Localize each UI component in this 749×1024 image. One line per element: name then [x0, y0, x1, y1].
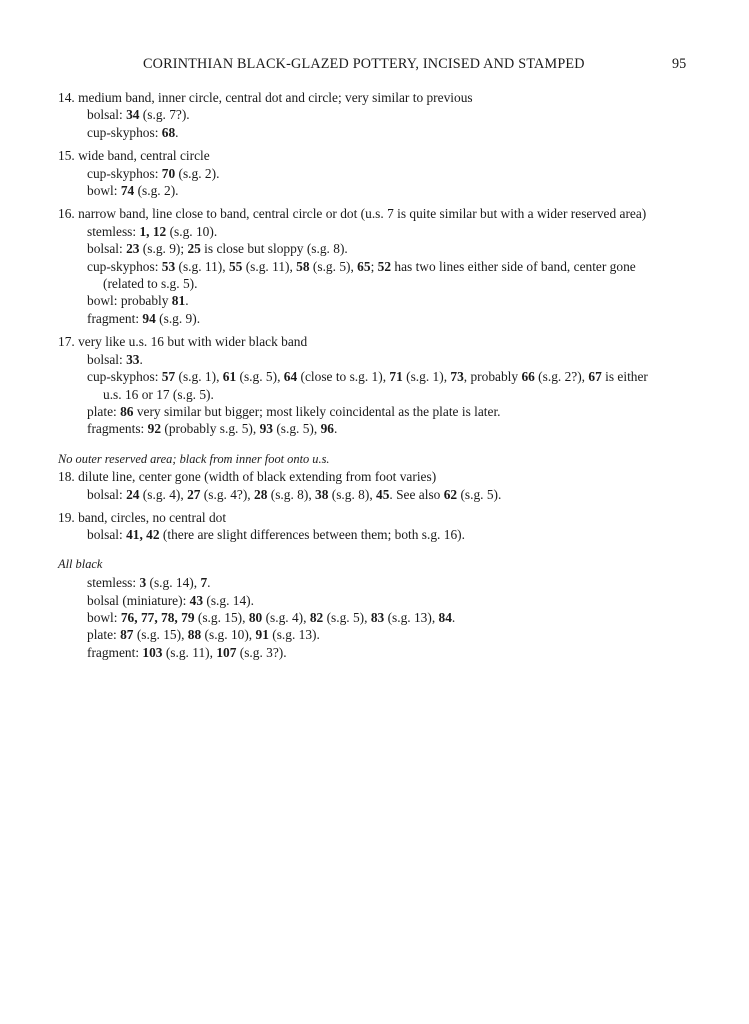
text-run: . — [175, 124, 179, 140]
shape-line-fragment — [58, 310, 698, 327]
text-run: (s.g. 8), — [267, 486, 316, 502]
shape-line-plate — [58, 403, 698, 420]
shape-line-stemless — [58, 574, 698, 591]
text-run: (s.g. 8), — [328, 486, 377, 502]
entry-heading: 16. narrow band, line close to band, central circle or dot (u.s. 7 is quite similar but with a wider reserved area) — [58, 206, 647, 222]
text-run: (s.g. 10). — [166, 223, 218, 239]
entry-heading: 15. wide band, central circle — [58, 148, 210, 164]
text-run: bolsal: — [87, 527, 127, 543]
text-run: . — [451, 609, 456, 625]
catalog-number: 84 — [438, 609, 452, 625]
text-run: bolsal (miniature): — [87, 592, 190, 608]
catalog-number: 41, 42 — [126, 527, 160, 543]
shape-line-bowl — [58, 182, 698, 199]
catalog-number: 86 — [120, 403, 134, 419]
catalog-number: 74 — [120, 183, 135, 199]
text-run: fragment: — [87, 310, 143, 326]
shape-line-continuation: (related to s.g. 5). — [103, 276, 198, 292]
text-run: . See also — [389, 486, 444, 502]
page-number: 95 — [672, 56, 687, 72]
text-run: (s.g. 4), — [139, 486, 188, 502]
running-head-title: CORINTHIAN BLACK-GLAZED POTTERY, INCISED AND STAMPED — [143, 56, 585, 72]
text-run: (s.g. 9). — [155, 310, 201, 326]
text-run: bowl: — [87, 183, 121, 199]
shape-line-fragments — [58, 420, 698, 437]
text-run: (s.g. 2). — [134, 183, 179, 199]
text-run: (s.g. 10), — [201, 627, 256, 643]
shape-line-bolsal — [58, 351, 698, 368]
text-run: fragments: — [87, 421, 148, 437]
text-run: (there are slight differences between them; both s.g. 16). — [159, 527, 465, 543]
shape-line-bolsal — [58, 240, 698, 257]
text-run: plate: — [87, 627, 121, 643]
catalog-number: 28 — [254, 486, 268, 502]
catalog-number: 83 — [370, 609, 385, 625]
catalog-number: 38 — [315, 486, 329, 502]
text-run: (s.g. 5), — [272, 421, 321, 437]
text-run: bolsal: — [87, 486, 127, 502]
entry-17 — [58, 333, 698, 437]
shape-line-bolsal — [58, 526, 698, 543]
text-run: (s.g. 2?), — [534, 369, 589, 385]
catalog-number: 58 — [296, 258, 310, 274]
entry-heading: 14. medium band, inner circle, central dot and circle; very similar to previous — [58, 90, 473, 105]
section-heading-no-outer-reserved: No outer reserved area; black from inner foot onto u.s. — [58, 451, 330, 466]
shape-line-cup-skyphos-block — [58, 368, 698, 403]
text-run: . — [185, 293, 189, 309]
shape-line-continuation: u.s. 16 or 17 (s.g. 5). — [103, 386, 214, 402]
text-run: (s.g. 11), — [242, 258, 297, 274]
text-run: (s.g. 5), — [236, 369, 284, 385]
catalog-number: 93 — [259, 421, 273, 437]
text-run: stemless: — [87, 575, 140, 591]
text-run: bowl: probably — [87, 293, 172, 309]
text-run: . — [139, 351, 143, 367]
text-run: (probably s.g. 5), — [161, 421, 260, 437]
text-run: bowl: — [87, 609, 121, 625]
text-run: (s.g. 14). — [203, 592, 254, 608]
catalog-number: 73 — [450, 369, 464, 385]
text-run: (s.g. 13). — [268, 627, 320, 643]
catalog-number: 27 — [187, 486, 201, 502]
entry-heading: 17. very like u.s. 16 but with wider black band — [58, 334, 308, 350]
catalog-number: 70 — [161, 165, 176, 181]
shape-line-cup-skyphos — [87, 368, 698, 385]
text-run: (s.g. 1), — [175, 369, 223, 385]
catalog-number: 92 — [147, 421, 162, 437]
shape-line-bolsal — [58, 486, 698, 503]
text-run: (s.g. 5), — [309, 258, 358, 274]
shape-line-bolsal-miniature — [58, 592, 698, 609]
catalog-number: 62 — [443, 486, 458, 502]
catalog-number: 61 — [222, 369, 237, 385]
text-run: cup-skyphos: — [87, 124, 162, 140]
text-run: cup-skyphos: — [87, 369, 162, 385]
catalog-number: 81 — [171, 293, 186, 309]
catalog-number: 87 — [120, 627, 134, 643]
entry-14 — [58, 89, 698, 141]
catalog-number: 34 — [126, 107, 140, 123]
catalog-body — [58, 89, 698, 667]
text-run: very similar but bigger; most likely coincidental as the plate is later. — [133, 403, 501, 419]
catalog-number: 23 — [126, 241, 140, 257]
catalog-number: 76, 77, 78, 79 — [120, 609, 195, 625]
entry-18 — [58, 468, 698, 503]
catalog-number: 53 — [161, 258, 176, 274]
catalog-number: 45 — [376, 486, 390, 502]
catalog-number: 43 — [189, 592, 204, 608]
catalog-number: 67 — [588, 369, 602, 385]
text-run: (s.g. 7?). — [139, 107, 190, 123]
text-run: (s.g. 3?). — [236, 644, 287, 660]
text-run: (s.g. 1), — [402, 369, 451, 385]
text-run: (s.g. 14), — [146, 575, 201, 591]
catalog-number: 88 — [187, 627, 202, 643]
text-run: (close to s.g. 1), — [297, 369, 390, 385]
text-run: (s.g. 9); — [139, 241, 188, 257]
running-head — [0, 56, 749, 76]
text-run: is close but sloppy (s.g. 8). — [200, 241, 348, 257]
text-run: (s.g. 2). — [175, 165, 220, 181]
catalog-number: 68 — [161, 124, 176, 140]
text-run: . — [333, 421, 338, 437]
catalog-number: 3 — [139, 575, 147, 591]
catalog-number: 82 — [309, 609, 324, 625]
entry-heading: 18. dilute line, center gone (width of black extending from foot varies) — [58, 469, 437, 485]
text-run: (s.g. 11), — [175, 258, 229, 274]
catalog-number: 80 — [248, 609, 263, 625]
entry-heading: 19. band, circles, no central dot — [58, 509, 227, 525]
text-run: stemless: — [87, 223, 140, 239]
entry-all-black — [58, 574, 698, 661]
text-run: bolsal: — [87, 241, 127, 257]
catalog-number: 52 — [377, 258, 392, 274]
catalog-number: 66 — [521, 369, 535, 385]
text-run: bolsal: — [87, 351, 127, 367]
catalog-number: 64 — [283, 369, 298, 385]
shape-line-stemless — [58, 223, 698, 240]
text-run: fragment: — [87, 644, 143, 660]
text-run: has two lines either side of band, center gone — [391, 258, 636, 274]
catalog-number: 57 — [161, 369, 176, 385]
shape-line-cup-skyphos-block — [58, 258, 698, 293]
catalog-number: 71 — [389, 369, 403, 385]
text-run: (s.g. 11), — [162, 644, 217, 660]
entry-15 — [58, 147, 698, 199]
text-run: (s.g. 15), — [133, 627, 188, 643]
shape-line-cup-skyphos — [58, 124, 698, 141]
text-run: is either — [601, 369, 648, 385]
text-run: (s.g. 15), — [194, 609, 249, 625]
text-run: (s.g. 13), — [384, 609, 439, 625]
catalog-number: 7 — [200, 575, 208, 591]
catalog-number: 103 — [142, 644, 163, 660]
text-run: (s.g. 4), — [262, 609, 310, 625]
text-run: (s.g. 5). — [457, 486, 502, 502]
text-run: cup-skyphos: — [87, 258, 162, 274]
text-run: cup-skyphos: — [87, 165, 162, 181]
entry-16 — [58, 205, 698, 327]
entry-19 — [58, 509, 698, 544]
catalog-number: 107 — [216, 644, 237, 660]
catalog-number: 1, 12 — [139, 223, 167, 239]
shape-line-cup-skyphos — [58, 165, 698, 182]
text-run: (s.g. 5), — [323, 609, 371, 625]
shape-line-cup-skyphos — [87, 258, 698, 275]
catalog-number: 94 — [142, 310, 156, 326]
text-run: bolsal: — [87, 107, 127, 123]
shape-line-bowl — [58, 292, 698, 309]
shape-line-bolsal — [58, 106, 698, 123]
catalog-number: 25 — [187, 241, 201, 257]
catalog-number: 24 — [126, 486, 140, 502]
shape-line-bowl — [58, 609, 698, 626]
shape-line-fragment — [58, 644, 698, 661]
text-run: . — [207, 575, 211, 591]
catalog-number: 33 — [126, 351, 140, 367]
text-run: , probably — [463, 369, 522, 385]
catalog-number: 55 — [228, 258, 243, 274]
text-run: ; — [370, 258, 378, 274]
catalog-number: 96 — [320, 421, 334, 437]
text-run: plate: — [87, 403, 121, 419]
text-run: (s.g. 4?), — [200, 486, 255, 502]
catalog-number: 65 — [357, 258, 371, 274]
catalog-number: 91 — [255, 627, 269, 643]
section-heading-all-black: All black — [58, 556, 103, 571]
shape-line-plate — [58, 626, 698, 643]
